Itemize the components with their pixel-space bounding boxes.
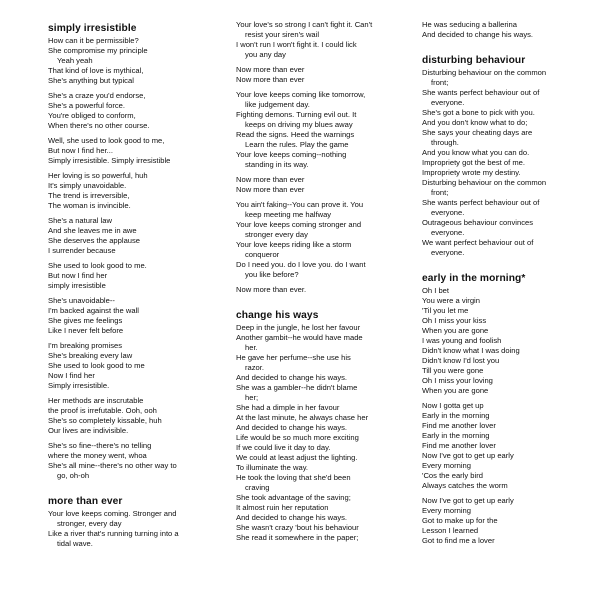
lyric-line: conqueror (245, 250, 280, 259)
lyric-line: Your love keeps coming--nothing (236, 150, 347, 159)
lyric-line: She's all mine--there's no other way to (48, 461, 177, 470)
lyric-stanza (48, 441, 226, 481)
lyric-line: Didn't know what I was doing (422, 346, 520, 355)
lyric-stanza (48, 296, 226, 336)
lyric-line: Outrageous behaviour convinces (422, 218, 534, 227)
lyric-line: Now more than ever (236, 175, 305, 184)
lyric-line: And decided to change his ways. (236, 513, 348, 522)
lyric-line: Got to find me a lover (422, 536, 495, 545)
lyric-stanza (48, 509, 226, 549)
lyric-line: where the money went, whoa (48, 451, 147, 460)
lyric-stanza (422, 20, 588, 40)
lyric-line: Another gambit--he would have made (236, 333, 363, 342)
lyric-stanza (48, 36, 226, 86)
lyric-stanza (48, 341, 226, 391)
lyric-line: You're obliged to conform, (48, 111, 136, 120)
lyric-line: She took advantage of the saving; (236, 493, 351, 502)
lyric-line: He gave her perfume--she use his (236, 353, 351, 362)
lyric-line: Like I never felt before (48, 326, 124, 335)
lyric-line: She wasn't crazy 'bout his behaviour (236, 523, 359, 532)
lyric-line: She's a natural law (48, 216, 112, 225)
lyric-line: you any day (245, 50, 286, 59)
song-block (48, 495, 226, 549)
lyric-line: craving (245, 483, 270, 492)
lyric-line: You ain't faking--You can prove it. You (236, 200, 364, 209)
lyric-line: Every morning (422, 461, 471, 470)
lyric-line: We want perfect behaviour out of (422, 238, 534, 247)
lyric-line: I surrender because (48, 246, 116, 255)
lyric-line: He took the loving that she'd been (236, 473, 351, 482)
lyric-line: She says your cheating days are (422, 128, 533, 137)
lyric-line: I'm breaking promises (48, 341, 123, 350)
lyric-line: She's so fine--there's no telling (48, 441, 152, 450)
song-block (422, 272, 588, 546)
lyric-line: tidal wave. (57, 539, 93, 548)
lyric-stanza (236, 200, 404, 280)
lyric-line: Early in the morning (422, 411, 490, 420)
lyric-line: front; (431, 78, 449, 87)
lyric-line: everyone. (431, 248, 465, 257)
lyric-line: Now I've got to get up early (422, 496, 514, 505)
lyric-line: Your love keeps riding like a storm (236, 240, 352, 249)
lyric-line: Oh I miss your kiss (422, 316, 487, 325)
lyric-line: You were a virgin (422, 296, 480, 305)
lyric-line: Fighting demons. Turning evil out. It (236, 110, 357, 119)
lyric-line: Now I gotta get up (422, 401, 484, 410)
lyric-line: She read it somewhere in the paper; (236, 533, 359, 542)
lyric-stanza (422, 401, 588, 491)
lyric-line: And she leaves me in awe (48, 226, 137, 235)
lyric-line: And decided to change his ways. (236, 423, 348, 432)
lyric-line: you like before? (245, 270, 299, 279)
lyric-line: At the last minute, he always chase her (236, 413, 369, 422)
lyric-stanza (48, 396, 226, 436)
lyric-line: She's a powerful force. (48, 101, 126, 110)
lyric-line: go, oh-oh (57, 471, 90, 480)
lyric-line: And you don't know what to do; (422, 118, 528, 127)
lyric-line: Life would be so much more exciting (236, 433, 359, 442)
lyric-line: When you are gone (422, 386, 489, 395)
lyric-line: And you know what you can do. (422, 148, 530, 157)
lyric-stanza (236, 175, 404, 195)
song-block (236, 309, 404, 543)
lyric-line: Now more than ever. (236, 285, 307, 294)
lyric-line: She's breaking every law (48, 351, 133, 360)
lyric-line: the proof is irrefutable. Ooh, ooh (48, 406, 157, 415)
song-block (422, 54, 588, 258)
lyric-line: Got to make up for the (422, 516, 498, 525)
lyric-line: Like a river that's running turning into a (48, 529, 179, 538)
lyric-line: But now I find her... (48, 146, 114, 155)
lyric-line: She used to look good to me. (48, 261, 147, 270)
lyric-line: keeps on driving my blues away (245, 120, 353, 129)
lyric-stanza (422, 68, 588, 258)
lyrics-column-3 (422, 20, 588, 560)
lyric-line: Early in the morning (422, 431, 490, 440)
lyric-line: Yeah yeah (57, 56, 93, 65)
lyric-line: Disturbing behaviour on the common (422, 68, 547, 77)
lyric-line: I won't run I won't fight it. I could lick (236, 40, 357, 49)
lyric-line: Your love keeps coming. Stronger and (48, 509, 177, 518)
lyric-line: Her methods are inscrutable (48, 396, 144, 405)
lyric-line: Your love keeps coming stronger and (236, 220, 362, 229)
lyric-line: keep meeting me halfway (245, 210, 332, 219)
lyric-line: If we could live it day to day. (236, 443, 331, 452)
song-block (48, 22, 226, 481)
lyric-line: everyone. (431, 228, 465, 237)
lyric-line: Oh I bet (422, 286, 450, 295)
lyric-line: Simply irresistible. Simply irresistible (48, 156, 171, 165)
lyric-line: She's anything but typical (48, 76, 134, 85)
lyric-line: He was seducing a ballerina (422, 20, 517, 29)
song-title: more than ever (48, 496, 123, 507)
lyric-line: I was young and foolish (422, 336, 502, 345)
lyric-stanza (48, 261, 226, 291)
lyric-line: everyone. (431, 208, 465, 217)
lyric-line: Every morning (422, 506, 471, 515)
lyric-line: Didn't know I'd lost you (422, 356, 500, 365)
lyric-line: Disturbing behaviour on the common (422, 178, 547, 187)
song-title: simply irresistible (48, 23, 137, 34)
lyric-line: She had a dimple in her favour (236, 403, 340, 412)
lyric-line: To illuminate the way. (236, 463, 309, 472)
lyric-line: Learn the rules. Play the game (245, 140, 349, 149)
lyric-line: Now I've got to get up early (422, 451, 514, 460)
lyric-line: I'm backed against the wall (48, 306, 139, 315)
lyric-line: like judgement day. (245, 100, 310, 109)
lyric-line: standing in its way. (245, 160, 309, 169)
lyric-stanza (422, 496, 588, 546)
lyric-line: Simply irresistible. (48, 381, 110, 390)
lyric-stanza (422, 286, 588, 396)
lyric-stanza (48, 216, 226, 256)
lyric-stanza (236, 90, 404, 170)
lyric-line: Impropriety wrote my destiny. (422, 168, 521, 177)
lyric-line: The trend is irreversible, (48, 191, 130, 200)
lyric-line: She used to look good to me (48, 361, 145, 370)
lyric-line: She wants perfect behaviour out of (422, 88, 540, 97)
lyric-stanza (236, 285, 404, 295)
lyric-line: everyone. (431, 98, 465, 107)
lyric-line: Impropriety got the best of me. (422, 158, 525, 167)
lyric-line: She's got a bone to pick with you. (422, 108, 535, 117)
lyric-line: front; (431, 188, 449, 197)
lyric-line: Read the signs. Heed the warnings (236, 130, 355, 139)
lyric-line: She gives me feelings (48, 316, 123, 325)
lyric-line: Now more than ever (236, 75, 305, 84)
lyric-stanza (48, 136, 226, 166)
lyric-line: But now I find her (48, 271, 108, 280)
lyric-line: Find me another lover (422, 441, 496, 450)
lyric-line: simply irresistible (48, 281, 106, 290)
lyric-line: She compromise my principle (48, 46, 148, 55)
lyric-line: her. (245, 343, 258, 352)
lyric-stanza (236, 65, 404, 85)
lyric-line: Our lives are indivisible. (48, 426, 129, 435)
lyric-line: It almost ruin her reputation (236, 503, 329, 512)
lyric-line: She wants perfect behaviour out of (422, 198, 540, 207)
lyric-line: Find me another lover (422, 421, 496, 430)
lyric-line: Do I need you. do I love you. do I want (236, 260, 366, 269)
lyric-line: Now more than ever (236, 65, 305, 74)
lyric-line: She was a gambler--he didn't blame (236, 383, 358, 392)
lyric-line: She's a craze you'd endorse, (48, 91, 146, 100)
lyric-line: Always catches the worm (422, 481, 508, 490)
song-title: early in the morning* (422, 273, 526, 284)
lyric-line: resist your siren's wail (245, 30, 320, 39)
lyric-line: That kind of love is mythical, (48, 66, 144, 75)
lyric-stanza (236, 323, 404, 543)
lyric-line: Her loving is so powerful, huh (48, 171, 148, 180)
lyric-line: Your love's so strong I can't fight it. Can't (236, 20, 373, 29)
lyric-line: her; (245, 393, 259, 402)
lyric-line: And decided to change his ways. (422, 30, 534, 39)
lyric-line: Deep in the jungle, he lost her favour (236, 323, 361, 332)
lyric-line: The woman is invincible. (48, 201, 131, 210)
lyric-line: She's so completely kissable, huh (48, 416, 162, 425)
lyric-line: Till you were gone (422, 366, 484, 375)
lyric-line: Now I find her (48, 371, 95, 380)
lyric-line: 'Cos the early bird (422, 471, 483, 480)
song-title: change his ways (236, 310, 319, 321)
lyric-line: Your love keeps coming like tomorrow, (236, 90, 366, 99)
song-block (422, 20, 588, 40)
lyric-line: And decided to change his ways. (236, 373, 348, 382)
lyric-line: Well, she used to look good to me, (48, 136, 165, 145)
lyric-line: Lesson I learned (422, 526, 479, 535)
lyric-line: How can it be permissible? (48, 36, 139, 45)
lyric-line: 'Til you let me (422, 306, 469, 315)
song-block (236, 20, 404, 295)
lyric-line: razor. (245, 363, 264, 372)
lyric-line: stronger every day (245, 230, 308, 239)
lyric-stanza (48, 91, 226, 131)
lyric-line: She's unavoidable-- (48, 296, 115, 305)
lyric-line: When there's no other course. (48, 121, 150, 130)
lyric-line: It's simply unavoidable. (48, 181, 127, 190)
lyric-line: She deserves the applause (48, 236, 141, 245)
lyric-line: Oh I miss your loving (422, 376, 493, 385)
lyric-line: Now more than ever (236, 185, 305, 194)
lyrics-column-2 (236, 20, 404, 557)
song-title: disturbing behaviour (422, 55, 526, 66)
lyric-stanza (48, 171, 226, 211)
lyric-stanza (236, 20, 404, 60)
lyric-line: through. (431, 138, 459, 147)
lyric-line: We could at least adjust the lighting. (236, 453, 358, 462)
lyrics-column-1 (48, 20, 226, 563)
lyric-line: When you are gone (422, 326, 489, 335)
lyric-line: stronger, every day (57, 519, 122, 528)
